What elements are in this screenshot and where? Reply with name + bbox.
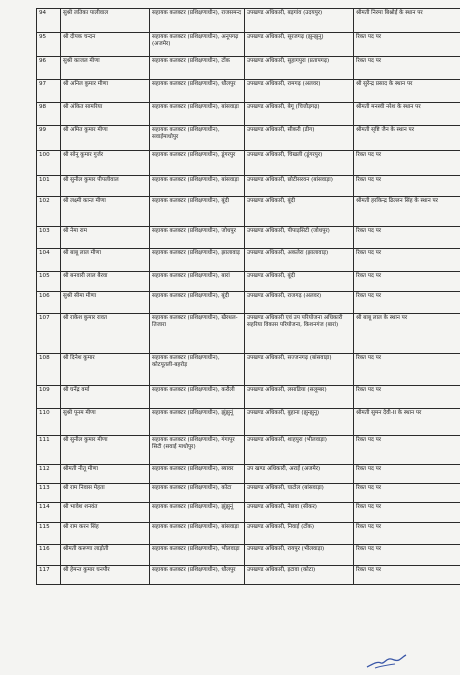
table-body bbox=[37, 9, 460, 585]
row-number: 113 bbox=[37, 484, 61, 503]
new-posting: उपखण्ड अधिकारी, अकलेरा (झालावाड़) bbox=[245, 249, 354, 272]
officer-name: श्री दीपक चन्दन bbox=[61, 33, 150, 57]
officer-name: सुश्री लतिका पालीवाल bbox=[61, 9, 150, 33]
officer-name: श्री अनिल कुमार मीणा bbox=[61, 80, 150, 103]
row-number: 103 bbox=[37, 227, 61, 249]
table-row bbox=[37, 9, 460, 33]
table-row bbox=[37, 386, 460, 409]
row-number: 110 bbox=[37, 409, 61, 436]
row-number: 94 bbox=[37, 9, 61, 33]
officer-name: श्री सुनील कुमार मीणा bbox=[61, 436, 150, 465]
current-posting: सहायक कलक्टर (प्रशिक्षणाधीन), जोधपुर bbox=[150, 227, 245, 249]
officer-name: श्री दिनेश कुमार bbox=[61, 354, 150, 386]
row-number: 107 bbox=[37, 314, 61, 354]
remark: रिक्त पद पर bbox=[354, 249, 460, 272]
current-posting: सहायक कलक्टर (प्रशिक्षणाधीन), कोटपूतली-बहरोड़ bbox=[150, 354, 245, 386]
officer-name: श्री राम निवास मेहता bbox=[61, 484, 150, 503]
remark: रिक्त पद पर bbox=[354, 386, 460, 409]
new-posting: उपखण्ड अधिकारी, बूंदी bbox=[245, 272, 354, 292]
table-row bbox=[37, 33, 460, 57]
remark: रिक्त पद पर bbox=[354, 227, 460, 249]
table-row bbox=[37, 176, 460, 197]
officer-name: सुश्री पूनम मीणा bbox=[61, 409, 150, 436]
officer-name: श्री घनेंद्र वर्मा bbox=[61, 386, 150, 409]
table-row bbox=[37, 354, 460, 386]
new-posting: उपखण्ड अधिकारी, बेगू (चित्तौड़गढ़) bbox=[245, 103, 354, 126]
current-posting: सहायक कलक्टर (प्रशिक्षणाधीन), डूंगरपुर bbox=[150, 151, 245, 176]
current-posting: सहायक कलक्टर (प्रशिक्षणाधीन), कोटा bbox=[150, 484, 245, 503]
new-posting: उपखण्ड अधिकारी, बड़गांव (उदयपुर) bbox=[245, 9, 354, 33]
remark: श्रीमती हरकिन्द्र ढिल्लन सिंह के स्थान पर bbox=[354, 197, 460, 227]
new-posting: उपखण्ड अधिकारी, बूंदी bbox=[245, 197, 354, 227]
officer-name: श्रीमती करूणा लाड़ोती bbox=[61, 545, 150, 566]
remark: श्री सुरेन्द्र प्रसाद के स्थान पर bbox=[354, 80, 460, 103]
row-number: 101 bbox=[37, 176, 61, 197]
current-posting: सहायक कलक्टर (प्रशिक्षणाधीन), बांसवाड़ा bbox=[150, 103, 245, 126]
row-number: 108 bbox=[37, 354, 61, 386]
table-row bbox=[37, 545, 460, 566]
remark: श्रीमती सुमन देवी-II के स्थान पर bbox=[354, 409, 460, 436]
row-number: 115 bbox=[37, 523, 61, 545]
table-row bbox=[37, 57, 460, 80]
remark: रिक्त पद पर bbox=[354, 354, 460, 386]
table-row bbox=[37, 523, 460, 545]
new-posting: उपखण्ड अधिकारी, नेछवा (सीकर) bbox=[245, 503, 354, 523]
new-posting: उप खण्ड अधिकारी, अराई (अजमेर) bbox=[245, 465, 354, 484]
row-number: 117 bbox=[37, 566, 61, 585]
remark: रिक्त पद पर bbox=[354, 503, 460, 523]
new-posting: उपखण्ड अधिकारी, घाटोल (बांसवाड़ा) bbox=[245, 484, 354, 503]
current-posting: सहायक कलक्टर (प्रशिक्षणाधीन), बांसवाड़ा bbox=[150, 176, 245, 197]
remark: रिक्त पद पर bbox=[354, 151, 460, 176]
current-posting: सहायक कलक्टर (प्रशिक्षणाधीन), सवाईमाधोपुर bbox=[150, 126, 245, 151]
table-row bbox=[37, 272, 460, 292]
row-number: 114 bbox=[37, 503, 61, 523]
remark: श्रीमती सृष्टि जैन के स्थान पर bbox=[354, 126, 460, 151]
row-number: 111 bbox=[37, 436, 61, 465]
current-posting: सहायक कलक्टर (प्रशिक्षणाधीन), धौलपुर bbox=[150, 566, 245, 585]
remark: श्री बाबू लाल के स्थान पर bbox=[354, 314, 460, 354]
new-posting: उपखण्ड अधिकारी, सीकरी (डीग) bbox=[245, 126, 354, 151]
current-posting: सहायक कलक्टर (प्रशिक्षणाधीन), गंगापुर सिटी (सवाई माधोपुर) bbox=[150, 436, 245, 465]
remark: रिक्त पद पर bbox=[354, 292, 460, 314]
table-row bbox=[37, 436, 460, 465]
remark: रिक्त पद पर bbox=[354, 57, 460, 80]
officer-name: श्री भावेश शनवंत bbox=[61, 503, 150, 523]
remark: रिक्त पद पर bbox=[354, 176, 460, 197]
new-posting: उपखण्ड अधिकारी, छोटीसरवन (बांसवाड़ा) bbox=[245, 176, 354, 197]
row-number: 99 bbox=[37, 126, 61, 151]
current-posting: सहायक कलक्टर (प्रशिक्षणाधीन), भीलवाड़ा bbox=[150, 545, 245, 566]
remark: रिक्त पद पर bbox=[354, 465, 460, 484]
officer-name: श्री राम करन सिंह bbox=[61, 523, 150, 545]
table-row bbox=[37, 409, 460, 436]
row-number: 97 bbox=[37, 80, 61, 103]
current-posting: सहायक कलक्टर (प्रशिक्षणाधीन), बारां bbox=[150, 272, 245, 292]
new-posting: उपखण्ड अधिकारी, सज्जनगढ़ (बांसवाड़ा) bbox=[245, 354, 354, 386]
table-row bbox=[37, 503, 460, 523]
officer-name: श्री हेमन्त कुमार घनपौर bbox=[61, 566, 150, 585]
table-row bbox=[37, 292, 460, 314]
remark: रिक्त पद पर bbox=[354, 484, 460, 503]
row-number: 104 bbox=[37, 249, 61, 272]
remark: रिक्त पद पर bbox=[354, 33, 460, 57]
new-posting: उपखण्ड अधिकारी, चिखली (डूंगरपुर) bbox=[245, 151, 354, 176]
current-posting: सहायक कलक्टर (प्रशिक्षणाधीन), बांसवाड़ा bbox=[150, 523, 245, 545]
table-row bbox=[37, 465, 460, 484]
remark: रिक्त पद पर bbox=[354, 545, 460, 566]
current-posting: सहायक कलक्टर (प्रशिक्षणाधीन), राजसमन्द bbox=[150, 9, 245, 33]
table-row bbox=[37, 249, 460, 272]
officer-name: श्री सोनू कुमार गुर्जर bbox=[61, 151, 150, 176]
transfer-order-table bbox=[36, 8, 460, 585]
row-number: 105 bbox=[37, 272, 61, 292]
remark: रिक्त पद पर bbox=[354, 272, 460, 292]
row-number: 102 bbox=[37, 197, 61, 227]
officer-name: श्री लक्ष्मी कान्त मीणा bbox=[61, 197, 150, 227]
new-posting: उपखण्ड अधिकारी, शाहपुरा (भीलवाड़ा) bbox=[245, 436, 354, 465]
current-posting: सहायक कलक्टर (प्रशिक्षणाधीन), अनूपगढ़ (अजमेर) bbox=[150, 33, 245, 57]
officer-name: श्री बाबू लाल मीणा bbox=[61, 249, 150, 272]
remark: श्रीमती मनस्वी नरेश के स्थान पर bbox=[354, 103, 460, 126]
officer-name: सुश्री सीमा मीणा bbox=[61, 292, 150, 314]
new-posting: उपखण्ड अधिकारी, इटावा (कोटा) bbox=[245, 566, 354, 585]
current-posting: सहायक कलक्टर (प्रशिक्षणाधीन), बूंदी bbox=[150, 292, 245, 314]
current-posting: सहायक कलक्टर (प्रशिक्षणाधीन), धौलपुर bbox=[150, 80, 245, 103]
current-posting: सहायक कलक्टर (प्रशिक्षणाधीन), करौली bbox=[150, 386, 245, 409]
current-posting: सहायक कलक्टर (प्रशिक्षणाधीन), टोंक bbox=[150, 57, 245, 80]
officer-name: श्री बनवारी लाल बैरवा bbox=[61, 272, 150, 292]
new-posting: उपखण्ड अधिकारी एवं उप परियोजना अधिकारी सहरिया विकास परियोजना, किशनगंज (बारां) bbox=[245, 314, 354, 354]
row-number: 109 bbox=[37, 386, 61, 409]
officer-name: श्री नेमा राम bbox=[61, 227, 150, 249]
remark: रिक्त पद पर bbox=[354, 566, 460, 585]
table-row bbox=[37, 484, 460, 503]
current-posting: सहायक कलक्टर (प्रशिक्षणाधीन), ब्यावर bbox=[150, 465, 245, 484]
table-row bbox=[37, 80, 460, 103]
table-row bbox=[37, 314, 460, 354]
officer-name: श्री अंकित सामरिया bbox=[61, 103, 150, 126]
row-number: 106 bbox=[37, 292, 61, 314]
row-number: 100 bbox=[37, 151, 61, 176]
officer-name: सुश्री काजल मीणा bbox=[61, 57, 150, 80]
current-posting: सहायक कलक्टर (प्रशिक्षणाधीन), बूंदी bbox=[150, 197, 245, 227]
new-posting: उपखण्ड अधिकारी, पीपाड़सिटी (जोधपुर) bbox=[245, 227, 354, 249]
officer-name: श्रीमती नीतू मीणा bbox=[61, 465, 150, 484]
row-number: 98 bbox=[37, 103, 61, 126]
officer-name: श्री सुनील कुमार पीपलीवाल bbox=[61, 176, 150, 197]
new-posting: उपखण्ड अधिकारी, रायपुर (भीलवाड़ा) bbox=[245, 545, 354, 566]
current-posting: सहायक कलक्टर (प्रशिक्षणाधीन), झालावाड़ bbox=[150, 249, 245, 272]
new-posting: उपखण्ड अधिकारी, बुहाना (झुन्झुनू) bbox=[245, 409, 354, 436]
table-row bbox=[37, 103, 460, 126]
officer-name: श्री राकेश कुमार रावत bbox=[61, 314, 150, 354]
remark: रिक्त पद पर bbox=[354, 523, 460, 545]
officer-name: श्री अमित कुमार मीणा bbox=[61, 126, 150, 151]
remark: श्रीमती निरमा बिश्नोई के स्थान पर bbox=[354, 9, 460, 33]
table-row bbox=[37, 227, 460, 249]
new-posting: उपखण्ड अधिकारी, लसाडिया (सलूम्बर) bbox=[245, 386, 354, 409]
current-posting: सहायक कलक्टर (प्रशिक्षणाधीन), झुंझुनूं bbox=[150, 503, 245, 523]
table-row bbox=[37, 151, 460, 176]
row-number: 116 bbox=[37, 545, 61, 566]
new-posting: उपखण्ड अधिकारी, राजगढ़ (अलवर) bbox=[245, 292, 354, 314]
new-posting: उपखण्ड अधिकारी, रामगढ़ (अलवर) bbox=[245, 80, 354, 103]
row-number: 96 bbox=[37, 57, 61, 80]
new-posting: उपखण्ड अधिकारी, निवाई (टोंक) bbox=[245, 523, 354, 545]
table-row bbox=[37, 566, 460, 585]
current-posting: सहायक कलक्टर (प्रशिक्षणाधीन), झुंझुनूं bbox=[150, 409, 245, 436]
new-posting: उपखण्ड अधिकारी, सूरजगढ़ (झुन्झुनू) bbox=[245, 33, 354, 57]
table-row bbox=[37, 126, 460, 151]
table-row bbox=[37, 197, 460, 227]
row-number: 95 bbox=[37, 33, 61, 57]
current-posting: सहायक कलक्टर (प्रशिक्षणाधीन), खैरथल-तिजारा bbox=[150, 314, 245, 354]
new-posting: उपखण्ड अधिकारी, सुहागपुरा (प्रतापगढ़) bbox=[245, 57, 354, 80]
row-number: 112 bbox=[37, 465, 61, 484]
signature-mark bbox=[365, 652, 407, 670]
remark: रिक्त पद पर bbox=[354, 436, 460, 465]
